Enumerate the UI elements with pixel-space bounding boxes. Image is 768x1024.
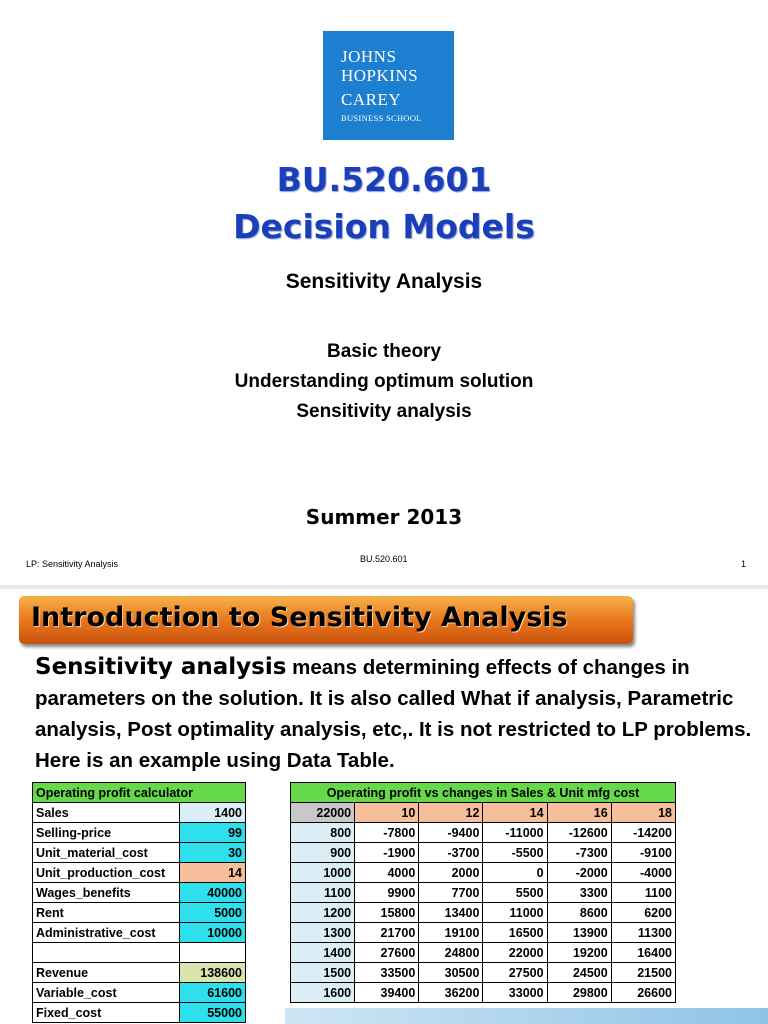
calculator-value: 40000	[180, 883, 246, 903]
table-row	[33, 1003, 246, 1023]
table-header-row	[291, 783, 676, 803]
topic-item: Understanding optimum solution	[234, 371, 534, 392]
table-row	[291, 923, 676, 943]
table-cell: 3300	[547, 883, 611, 903]
calculator-value: 138600	[180, 963, 246, 983]
table-cell: 27600	[355, 943, 419, 963]
table-cell: 29800	[547, 983, 611, 1003]
table-row	[291, 823, 676, 843]
table-header-row	[291, 803, 676, 823]
table-cell: -4000	[611, 863, 675, 883]
footer-center: BU.520.601	[360, 554, 408, 564]
sensitivity-title: Operating profit vs changes in Sales & Unit mfg cost	[291, 783, 676, 803]
table-row	[33, 843, 246, 863]
calculator-label: Wages_benefits	[33, 883, 180, 903]
table-cell: 16400	[611, 943, 675, 963]
page-number: 1	[741, 559, 747, 569]
calculator-title: Operating profit calculator	[33, 783, 246, 803]
calculator-label: Sales	[33, 803, 180, 823]
table-row	[291, 983, 676, 1003]
row-header: 1500	[291, 963, 355, 983]
table-cell: -5500	[483, 843, 547, 863]
table-cell: 7700	[419, 883, 483, 903]
calculator-label: Variable_cost	[33, 983, 180, 1003]
footer-left: LP: Sensitivity Analysis	[26, 559, 119, 569]
row-header: 1400	[291, 943, 355, 963]
logo-line-1: JOHNS	[341, 47, 397, 66]
table-cell: 16500	[483, 923, 547, 943]
table-cell: 21500	[611, 963, 675, 983]
next-slide-teaser	[285, 1008, 768, 1024]
table-row	[291, 963, 676, 983]
column-header: 14	[483, 803, 547, 823]
table-row	[291, 943, 676, 963]
slide-divider	[0, 585, 768, 589]
table-row	[33, 883, 246, 903]
slide-banner	[19, 596, 633, 644]
calculator-value: 99	[180, 823, 246, 843]
table-cell: 27500	[483, 963, 547, 983]
table-cell: 24500	[547, 963, 611, 983]
calculator-label: Revenue	[33, 963, 180, 983]
table-cell: 24800	[419, 943, 483, 963]
row-header: 1000	[291, 863, 355, 883]
table-cell: 39400	[355, 983, 419, 1003]
table-cell: 13900	[547, 923, 611, 943]
table-cell: 19200	[547, 943, 611, 963]
table-row	[33, 863, 246, 883]
table-cell: 15800	[355, 903, 419, 923]
table-cell: -9100	[611, 843, 675, 863]
table-cell: -12600	[547, 823, 611, 843]
logo-line-4: BUSINESS SCHOOL	[341, 113, 422, 123]
table-cell: 11300	[611, 923, 675, 943]
table-cell: 9900	[355, 883, 419, 903]
calculator-label: Administrative_cost	[33, 923, 180, 943]
course-name: Decision Models	[233, 207, 535, 246]
table-row	[33, 923, 246, 943]
column-header: 10	[355, 803, 419, 823]
table-cell: 8600	[547, 903, 611, 923]
table-cell: 33000	[483, 983, 547, 1003]
calculator-label: Rent	[33, 903, 180, 923]
slide-subtitle: Sensitivity Analysis	[285, 270, 483, 293]
corner-cell: 22000	[291, 803, 355, 823]
table-cell: -9400	[419, 823, 483, 843]
table-row	[33, 803, 246, 823]
row-header: 1600	[291, 983, 355, 1003]
table-cell: 6200	[611, 903, 675, 923]
calculator-value: 14	[180, 863, 246, 883]
table-cell: -11000	[483, 823, 547, 843]
logo-line-2: HOPKINS	[341, 66, 419, 85]
table-cell: 1100	[611, 883, 675, 903]
table-cell: -7300	[547, 843, 611, 863]
column-header: 16	[547, 803, 611, 823]
row-header: 1300	[291, 923, 355, 943]
johns-hopkins-carey-logo	[323, 31, 454, 140]
table-row	[291, 883, 676, 903]
table-row	[33, 943, 246, 963]
table-row	[33, 963, 246, 983]
table-row	[33, 903, 246, 923]
table-cell: -7800	[355, 823, 419, 843]
topic-item: Sensitivity analysis	[296, 401, 472, 422]
term-label: Summer 2013	[305, 505, 463, 529]
table-row	[33, 823, 246, 843]
calculator-label: Unit_material_cost	[33, 843, 180, 863]
calculator-value: 5000	[180, 903, 246, 923]
table-cell: 5500	[483, 883, 547, 903]
logo-line-3: CAREY	[341, 90, 402, 109]
calculator-value: 10000	[180, 923, 246, 943]
calculator-label	[33, 943, 180, 963]
table-cell: 22000	[483, 943, 547, 963]
table-cell: 33500	[355, 963, 419, 983]
row-header: 1100	[291, 883, 355, 903]
table-row	[291, 903, 676, 923]
calculator-value: 30	[180, 843, 246, 863]
paragraph-lead: Sensitivity analysis	[35, 654, 287, 680]
calculator-value: 1400	[180, 803, 246, 823]
table-cell: 30500	[419, 963, 483, 983]
table-cell: 11000	[483, 903, 547, 923]
calculator-label: Selling-price	[33, 823, 180, 843]
table-row	[291, 863, 676, 883]
table-row	[33, 983, 246, 1003]
table-cell: 4000	[355, 863, 419, 883]
table-cell: -3700	[419, 843, 483, 863]
column-header: 18	[611, 803, 675, 823]
table-row	[291, 843, 676, 863]
column-header: 12	[419, 803, 483, 823]
table-cell: -2000	[547, 863, 611, 883]
paragraph-body: means determining effects of changes in parameters on the solution. It is also called What if analysis, Parametric analysis, Post optimality analysis, etc,. It is not restricted to LP problems. Here is an example using Data Table.	[35, 656, 752, 772]
row-header: 800	[291, 823, 355, 843]
calculator-label: Unit_production_cost	[33, 863, 180, 883]
table-cell: 13400	[419, 903, 483, 923]
table-cell: 2000	[419, 863, 483, 883]
table-cell: -1900	[355, 843, 419, 863]
calculator-value: 55000	[180, 1003, 246, 1023]
table-cell: 26600	[611, 983, 675, 1003]
table-cell: 21700	[355, 923, 419, 943]
banner-title: Introduction to Sensitivity Analysis	[31, 602, 568, 633]
table-header-row	[33, 783, 246, 803]
sensitivity-data-table	[290, 782, 676, 1003]
calculator-label: Fixed_cost	[33, 1003, 180, 1023]
table-cell: 0	[483, 863, 547, 883]
calculator-value	[180, 943, 246, 963]
row-header: 1200	[291, 903, 355, 923]
intro-paragraph	[35, 652, 755, 776]
row-header: 900	[291, 843, 355, 863]
topic-item: Basic theory	[326, 341, 442, 362]
profit-calculator-table	[32, 782, 246, 1023]
table-cell: -14200	[611, 823, 675, 843]
calculator-value: 61600	[180, 983, 246, 1003]
table-cell: 36200	[419, 983, 483, 1003]
table-cell: 19100	[419, 923, 483, 943]
course-code: BU.520.601	[276, 160, 492, 199]
